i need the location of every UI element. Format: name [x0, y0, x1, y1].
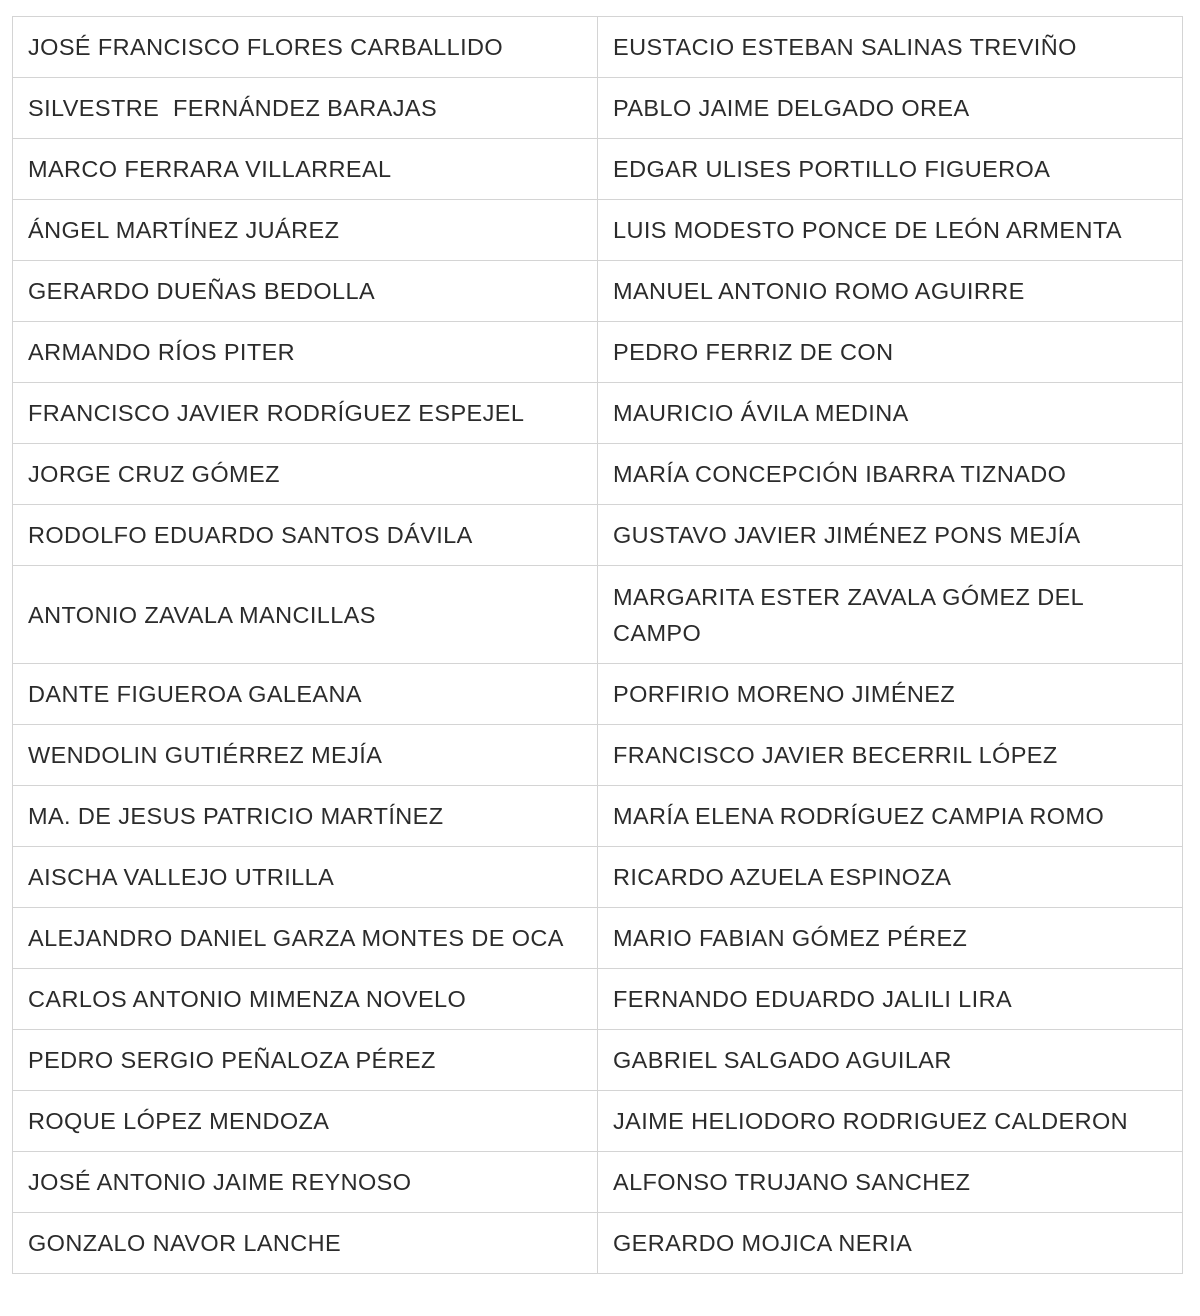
name-cell-left: DANTE FIGUEROA GALEANA [13, 664, 598, 725]
name-cell-right: MANUEL ANTONIO ROMO AGUIRRE [598, 261, 1183, 322]
name-cell-left: JORGE CRUZ GÓMEZ [13, 444, 598, 505]
name-cell-right: FERNANDO EDUARDO JALILI LIRA [598, 969, 1183, 1030]
table-row [13, 908, 1183, 969]
name-cell-left: MA. DE JESUS PATRICIO MARTÍNEZ [13, 786, 598, 847]
name-cell-left: PEDRO SERGIO PEÑALOZA PÉREZ [13, 1030, 598, 1091]
name-cell-left: WENDOLIN GUTIÉRREZ MEJÍA [13, 725, 598, 786]
name-cell-left: JOSÉ FRANCISCO FLORES CARBALLIDO [13, 17, 598, 78]
table-row [13, 78, 1183, 139]
table-row [13, 969, 1183, 1030]
name-cell-left: GERARDO DUEÑAS BEDOLLA [13, 261, 598, 322]
name-cell-right: GUSTAVO JAVIER JIMÉNEZ PONS MEJÍA [598, 505, 1183, 566]
names-table [12, 16, 1183, 1274]
table-row [13, 847, 1183, 908]
table-row [13, 725, 1183, 786]
table-row [13, 200, 1183, 261]
table-row [13, 566, 1183, 664]
name-cell-left: AISCHA VALLEJO UTRILLA [13, 847, 598, 908]
table-row [13, 1030, 1183, 1091]
table-row [13, 139, 1183, 200]
name-cell-left: GONZALO NAVOR LANCHE [13, 1213, 598, 1274]
name-cell-right: FRANCISCO JAVIER BECERRIL LÓPEZ [598, 725, 1183, 786]
table-row [13, 261, 1183, 322]
name-cell-left: SILVESTRE FERNÁNDEZ BARAJAS [13, 78, 598, 139]
name-cell-right: GABRIEL SALGADO AGUILAR [598, 1030, 1183, 1091]
name-cell-left: ROQUE LÓPEZ MENDOZA [13, 1091, 598, 1152]
table-row [13, 383, 1183, 444]
name-cell-right: ALFONSO TRUJANO SANCHEZ [598, 1152, 1183, 1213]
table-row [13, 1091, 1183, 1152]
name-cell-left: CARLOS ANTONIO MIMENZA NOVELO [13, 969, 598, 1030]
name-cell-left: ANTONIO ZAVALA MANCILLAS [13, 566, 598, 664]
name-cell-right: LUIS MODESTO PONCE DE LEÓN ARMENTA [598, 200, 1183, 261]
table-row [13, 1152, 1183, 1213]
name-cell-left: FRANCISCO JAVIER RODRÍGUEZ ESPEJEL [13, 383, 598, 444]
name-cell-left: ÁNGEL MARTÍNEZ JUÁREZ [13, 200, 598, 261]
name-cell-right: MARIO FABIAN GÓMEZ PÉREZ [598, 908, 1183, 969]
name-cell-left: MARCO FERRARA VILLARREAL [13, 139, 598, 200]
name-cell-right: EUSTACIO ESTEBAN SALINAS TREVIÑO [598, 17, 1183, 78]
table-row [13, 1213, 1183, 1274]
name-cell-right: RICARDO AZUELA ESPINOZA [598, 847, 1183, 908]
name-cell-right: MARÍA CONCEPCIÓN IBARRA TIZNADO [598, 444, 1183, 505]
name-cell-left: JOSÉ ANTONIO JAIME REYNOSO [13, 1152, 598, 1213]
table-row [13, 786, 1183, 847]
name-cell-right: PEDRO FERRIZ DE CON [598, 322, 1183, 383]
name-cell-right: PORFIRIO MORENO JIMÉNEZ [598, 664, 1183, 725]
name-cell-right: JAIME HELIODORO RODRIGUEZ CALDERON [598, 1091, 1183, 1152]
name-cell-left: ALEJANDRO DANIEL GARZA MONTES DE OCA [13, 908, 598, 969]
name-cell-right: EDGAR ULISES PORTILLO FIGUEROA [598, 139, 1183, 200]
table-row [13, 444, 1183, 505]
name-cell-right: MARÍA ELENA RODRÍGUEZ CAMPIA ROMO [598, 786, 1183, 847]
table-row [13, 505, 1183, 566]
name-cell-left: ARMANDO RÍOS PITER [13, 322, 598, 383]
table-row [13, 322, 1183, 383]
name-cell-right: PABLO JAIME DELGADO OREA [598, 78, 1183, 139]
name-cell-right: GERARDO MOJICA NERIA [598, 1213, 1183, 1274]
table-row [13, 664, 1183, 725]
name-cell-left: RODOLFO EDUARDO SANTOS DÁVILA [13, 505, 598, 566]
table-row [13, 17, 1183, 78]
name-cell-right: MARGARITA ESTER ZAVALA GÓMEZ DEL CAMPO [598, 566, 1183, 664]
name-cell-right: MAURICIO ÁVILA MEDINA [598, 383, 1183, 444]
